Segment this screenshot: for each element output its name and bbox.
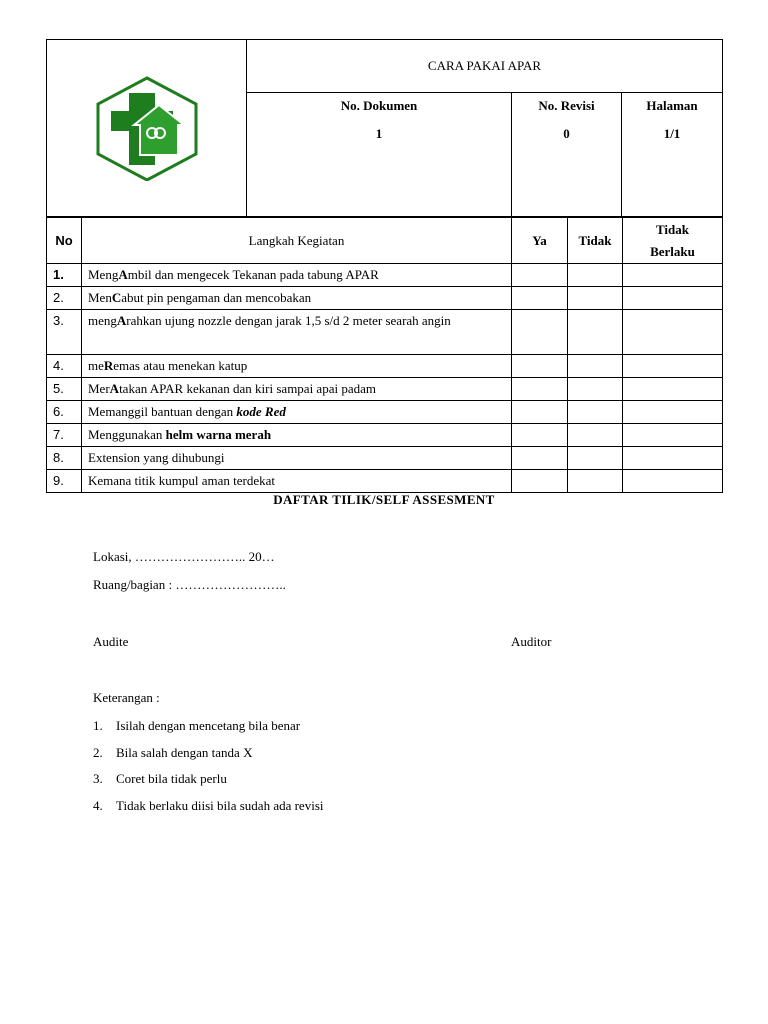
- checklist-subtitle: DAFTAR TILIK/SELF ASSESMENT: [273, 492, 495, 507]
- revision-cell: [512, 93, 622, 217]
- check-ya[interactable]: [512, 447, 568, 470]
- row-description: Memanggil bantuan dengan kode Red: [82, 401, 512, 424]
- check-ya[interactable]: [512, 287, 568, 310]
- column-header-ya: Ya: [512, 218, 568, 264]
- row-description: mengArahkan ujung nozzle dengan jarak 1,5 s/d 2 meter searah angin: [82, 310, 512, 355]
- row-description: meRemas atau menekan katup: [82, 355, 512, 378]
- check-tidak[interactable]: [568, 264, 623, 287]
- row-number: 1.: [47, 264, 82, 287]
- table-row: [47, 447, 723, 470]
- check-tidak-berlaku[interactable]: [623, 378, 723, 401]
- row-number: 5.: [47, 378, 82, 401]
- row-description: Extension yang dihubungi: [82, 447, 512, 470]
- row-number: 4.: [47, 355, 82, 378]
- check-tidak-berlaku[interactable]: [623, 287, 723, 310]
- doc-number-label: No. Dokumen: [340, 98, 418, 113]
- check-ya[interactable]: [512, 378, 568, 401]
- check-tidak-berlaku[interactable]: [623, 355, 723, 378]
- check-ya[interactable]: [512, 470, 568, 493]
- logo-cell: [47, 40, 247, 217]
- health-cross-logo: [92, 75, 202, 181]
- check-tidak[interactable]: [568, 287, 623, 310]
- check-tidak-berlaku[interactable]: [623, 310, 723, 355]
- table-row: [47, 401, 723, 424]
- row-number: 8.: [47, 447, 82, 470]
- tidak-berlaku-line2: Berlaku: [650, 243, 695, 259]
- table-row: [47, 287, 723, 310]
- note-item: 2. Bila salah dengan tanda X: [93, 745, 253, 760]
- doc-number-value: 1: [375, 126, 383, 141]
- table-row: [47, 355, 723, 378]
- row-description: MerAtakan APAR kekanan dan kiri sampai apai padam: [82, 378, 512, 401]
- check-ya[interactable]: [512, 424, 568, 447]
- check-tidak[interactable]: [568, 447, 623, 470]
- check-tidak-berlaku[interactable]: [623, 424, 723, 447]
- table-row: [47, 310, 723, 355]
- document-title: CARA PAKAI APAR: [247, 40, 723, 93]
- row-description: Kemana titik kumpul aman terdekat: [82, 470, 512, 493]
- keterangan-label: Keterangan :: [93, 690, 160, 705]
- table-row: [47, 470, 723, 493]
- page-value: 1/1: [663, 126, 681, 141]
- column-header-no: No: [47, 218, 82, 264]
- column-header-tidak: Tidak: [568, 218, 623, 264]
- table-row: [47, 378, 723, 401]
- check-tidak[interactable]: [568, 310, 623, 355]
- page-label: Halaman: [646, 98, 698, 113]
- table-row: [47, 424, 723, 447]
- row-number: 3.: [47, 310, 82, 355]
- check-tidak-berlaku[interactable]: [623, 264, 723, 287]
- check-ya[interactable]: [512, 355, 568, 378]
- revision-value: 0: [563, 126, 570, 141]
- row-number: 7.: [47, 424, 82, 447]
- row-number: 9.: [47, 470, 82, 493]
- note-item: 4. Tidak berlaku diisi bila sudah ada revisi: [93, 798, 324, 813]
- ruang-bagian-line: Ruang/bagian : ……………………..: [93, 577, 286, 592]
- lokasi-line: Lokasi, …………………….. 20…: [93, 549, 275, 564]
- row-number: 2.: [47, 287, 82, 310]
- tidak-berlaku-line1: Tidak: [655, 221, 689, 237]
- checklist-table: [46, 217, 723, 493]
- column-header-tidak-berlaku: [623, 218, 723, 264]
- column-header-langkah: Langkah Kegiatan: [82, 218, 512, 264]
- doc-number-cell: [247, 93, 512, 217]
- page-cell: [622, 93, 723, 217]
- row-description: MengAmbil dan mengecek Tekanan pada tabung APAR: [82, 264, 512, 287]
- check-tidak-berlaku[interactable]: [623, 447, 723, 470]
- check-tidak[interactable]: [568, 424, 623, 447]
- note-item: 3. Coret bila tidak perlu: [93, 771, 227, 786]
- row-number: 6.: [47, 401, 82, 424]
- check-tidak[interactable]: [568, 355, 623, 378]
- table-row: [47, 264, 723, 287]
- check-tidak-berlaku[interactable]: [623, 470, 723, 493]
- check-tidak[interactable]: [568, 470, 623, 493]
- check-tidak[interactable]: [568, 378, 623, 401]
- check-ya[interactable]: [512, 264, 568, 287]
- check-tidak-berlaku[interactable]: [623, 401, 723, 424]
- auditor-label: Auditor: [511, 634, 552, 649]
- check-ya[interactable]: [512, 310, 568, 355]
- audite-label: Audite: [93, 634, 129, 649]
- check-tidak[interactable]: [568, 401, 623, 424]
- check-ya[interactable]: [512, 401, 568, 424]
- row-description: MenCabut pin pengaman dan mencobakan: [82, 287, 512, 310]
- row-description: Menggunakan helm warna merah: [82, 424, 512, 447]
- document-header: [46, 39, 723, 217]
- note-item: 1. Isilah dengan mencetang bila benar: [93, 718, 301, 733]
- revision-label: No. Revisi: [538, 98, 595, 113]
